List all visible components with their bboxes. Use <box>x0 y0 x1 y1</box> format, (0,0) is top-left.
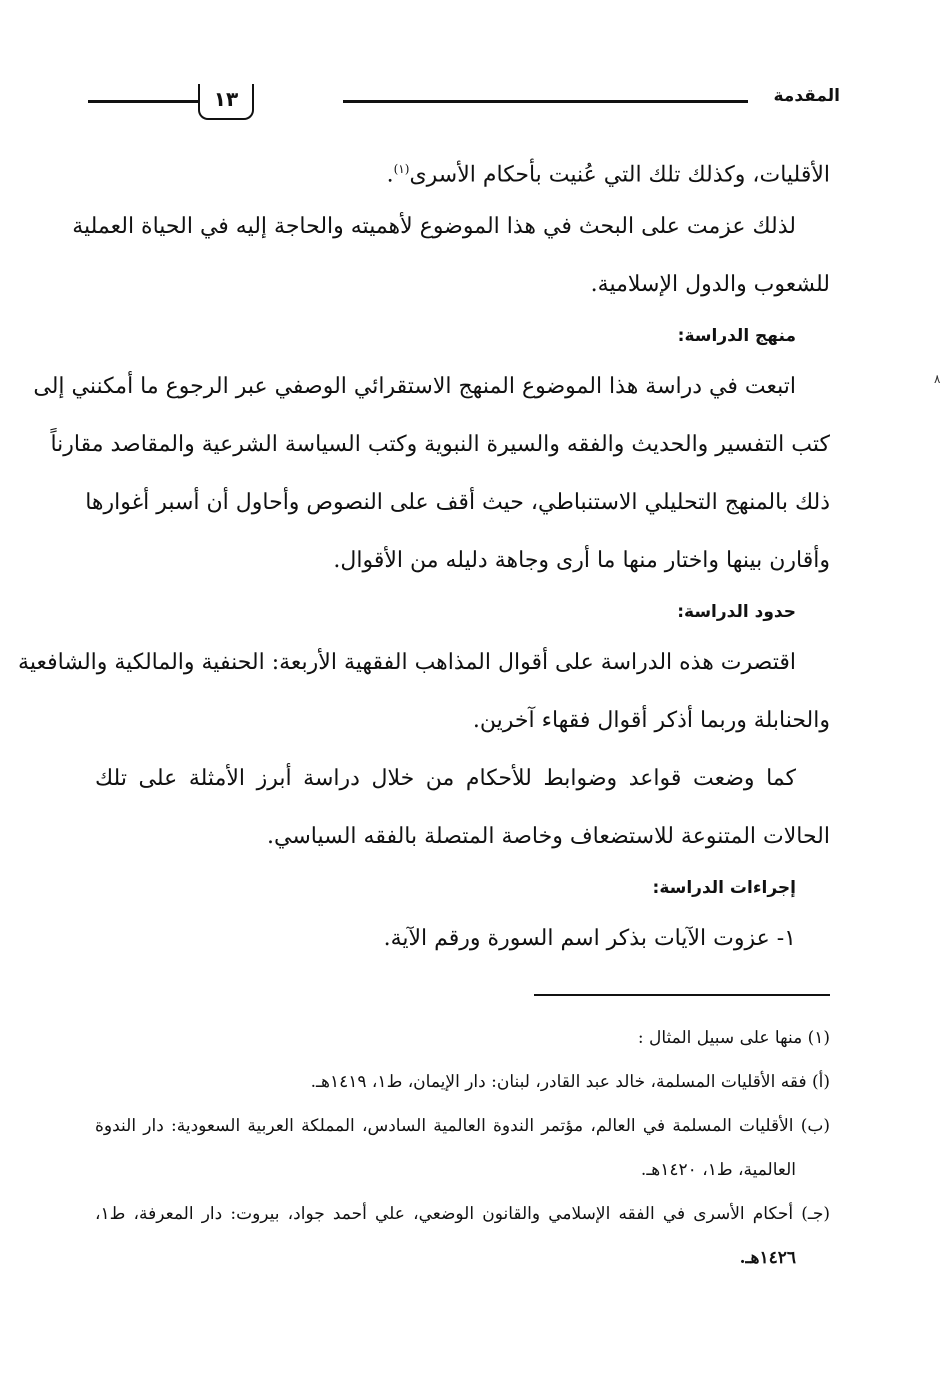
paragraph-line: كتب التفسير والحديث والفقه والسيرة النبوية وكتب السياسة الشرعية والمقاصد مقارناً <box>50 432 830 457</box>
paragraph-line: الحالات المتنوعة للاستضعاف وخاصة المتصلة بالفقه السياسي. <box>267 824 830 849</box>
chapter-title: المقدمة <box>773 86 840 106</box>
paragraph-line: اتبعت في دراسة هذا الموضوع المنهج الاستقرائي الوصفي عبر الرجوع ما أمكنني إلى <box>33 374 796 399</box>
section-heading-method: منهج الدراسة: <box>677 326 796 346</box>
paragraph-line: وأقارن بينها واختار منها ما أرى وجاهة دليله من الأقوال. <box>333 548 830 573</box>
footnote-line: (أ) فقه الأقليات المسلمة، خالد عبد القادر، لبنان: دار الإيمان، ط١، ١٤١٩هـ. <box>310 1072 830 1092</box>
margin-mark: ٨ <box>934 372 941 386</box>
page-number: ١٣ <box>198 84 254 120</box>
list-item: ١- عزوت الآيات بذكر اسم السورة ورقم الآية. <box>383 926 796 951</box>
footnote-line: العالمية، ط١، ١٤٢٠هـ. <box>640 1160 796 1180</box>
footnote-reference[interactable]: (١) <box>393 162 410 176</box>
header-rule-left <box>88 100 198 103</box>
footnote-line: (١) منها على سبيل المثال : <box>637 1028 830 1048</box>
footnote-divider <box>534 994 830 996</box>
header-rule-right <box>343 100 748 103</box>
paragraph-line: الأقليات، وكذلك تلك التي عُنيت بأحكام الأسرى$^{(١)}$. <box>386 162 830 188</box>
body-text <box>18 140 830 968</box>
paragraph-line: ذلك بالمنهج التحليلي الاستنباطي، حيث أقف على النصوص وأحاول أن أسبر أغوارها <box>85 490 830 515</box>
footnote-line: (جـ) أحكام الأسرى في الفقه الإسلامي والقانون الوضعي، علي أحمد جواد، بيروت: دار المعرفة، ط١، <box>95 1204 830 1224</box>
section-heading-limits: حدود الدراسة: <box>677 602 796 622</box>
paragraph-line: كما وضعت قواعد وضوابط للأحكام من خلال دراسة أبرز الأمثلة على تلك <box>95 766 796 791</box>
page-header <box>88 82 840 126</box>
paragraph-line: لذلك عزمت على البحث في هذا الموضوع لأهميته والحاجة إليه في الحياة العملية <box>72 214 796 239</box>
paragraph-line: اقتصرت هذه الدراسة على أقوال المذاهب الفقهية الأربعة: الحنفية والمالكية والشافعية <box>18 650 796 675</box>
footnote-line: ١٤٢٦هـ. <box>739 1248 796 1268</box>
footnotes <box>95 1016 830 1280</box>
paragraph-line: والحنابلة وربما أذكر أقوال فقهاء آخرين. <box>472 708 830 733</box>
footnote-line: (ب) الأقليات المسلمة في العالم، مؤتمر الندوة العالمية السادس، المملكة العربية السعودية: دار الندوة <box>95 1116 830 1136</box>
paragraph-line: للشعوب والدول الإسلامية. <box>590 272 830 297</box>
section-heading-procedures: إجراءات الدراسة: <box>652 878 796 898</box>
